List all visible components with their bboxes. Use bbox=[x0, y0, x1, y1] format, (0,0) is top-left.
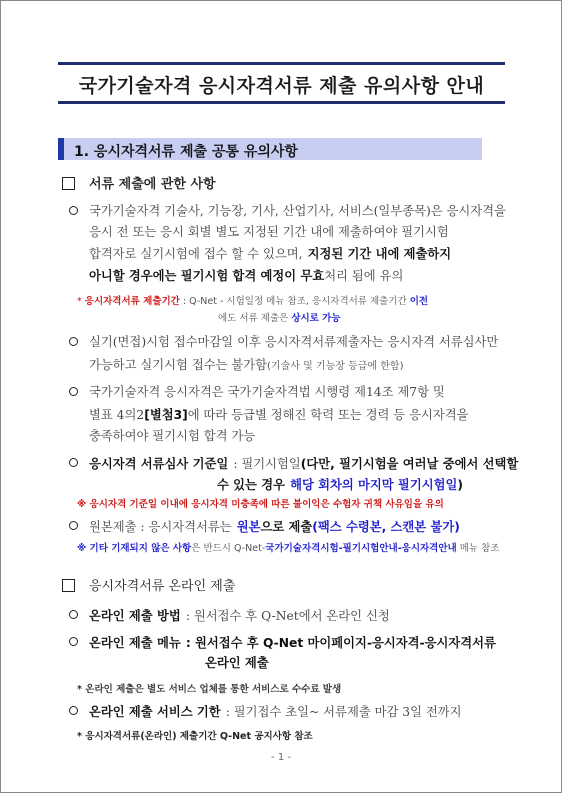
s2b2-text: : 원서접수 후 Q-Net 마이페이지-응시자격-응시자격서류 bbox=[185, 636, 496, 650]
checkbox-square-icon bbox=[62, 579, 75, 592]
note1-star: * bbox=[77, 296, 82, 307]
b1-line3-bold: 지정된 기간 내에 제출하지 bbox=[307, 247, 452, 261]
b4-line2 bbox=[217, 474, 463, 493]
title-bottom-rule bbox=[58, 101, 505, 104]
s2b1-text: : 원서접수 후 Q-Net에서 온라인 신청 bbox=[185, 609, 390, 623]
bullet-circle-icon bbox=[69, 637, 78, 646]
bullet-circle-icon bbox=[69, 337, 78, 346]
note1-line2-bold: 상시로 가능 bbox=[291, 313, 341, 324]
note1-mid: : Q-Net - 시험일정 메뉴 참조, 응시자격서류 제출기간 bbox=[182, 296, 407, 307]
b5-original: 원본 bbox=[236, 520, 261, 534]
b2-line1: 실기(면접)시험 접수마감일 이후 응시자격서류제출자는 응시자격 서류심사만 bbox=[89, 335, 499, 349]
b1-line4-text: 처리 됨에 유의 bbox=[324, 269, 404, 283]
page-title: 국가기술자격 응시자격서류 제출 유의사항 안내 bbox=[78, 75, 485, 97]
s2b3-label: 온라인 제출 서비스 기한 bbox=[89, 705, 221, 719]
b3-line1: 국가기술자격 응시자격은 국가기술자격법 시행령 제14조 제7항 및 bbox=[89, 385, 445, 399]
s2b2-line1 bbox=[89, 632, 496, 651]
s2b3-text: : 필기접수 초일~ 서류제출 마감 3일 전까지 bbox=[225, 705, 462, 719]
b1-line4 bbox=[89, 265, 403, 284]
title-box bbox=[58, 62, 505, 104]
section-title: 1. 응시자격서류 제출 공통 유의사항 bbox=[74, 144, 298, 160]
section-header-bar bbox=[58, 138, 64, 160]
note1-label: 응시자격서류 제출기간 bbox=[84, 296, 180, 307]
page-number: - 1 - bbox=[271, 752, 291, 763]
bullet-circle-icon bbox=[69, 521, 78, 530]
bullet-circle-icon bbox=[69, 706, 78, 715]
note2: ※ 응시자격 기준일 이내에 응시자격 미충족에 따른 불이익은 수험자 귀책 사유임을 유의 bbox=[77, 499, 444, 510]
b1-line3 bbox=[89, 243, 451, 262]
bullet-circle-icon bbox=[69, 458, 78, 467]
s2b2-line2: 온라인 제출 bbox=[205, 656, 269, 670]
title-top-rule bbox=[58, 62, 505, 65]
b2-line2-small: (기술사 및 기능장 등급에 한함) bbox=[267, 361, 404, 372]
section-header bbox=[58, 138, 482, 160]
s2b3-line bbox=[89, 701, 462, 720]
note1-end: 이전 bbox=[409, 296, 429, 307]
b5-line bbox=[89, 516, 460, 535]
note1-line2-text: 에도 서류 제출은 bbox=[218, 313, 289, 324]
b1-line4-bold: 아니할 경우에는 필기시험 합격 예정이 무효 bbox=[89, 269, 325, 283]
note3-d: 메뉴 참조 bbox=[459, 543, 500, 554]
subsection-heading-2: 응시자격서류 온라인 제출 bbox=[89, 579, 236, 594]
note1-line2 bbox=[218, 310, 341, 324]
note3-b: 은 반드시 Q-Net- bbox=[191, 543, 266, 554]
bullet-circle-icon bbox=[69, 387, 78, 396]
b1-line3-text: 합격자로 실기시험에 접수 할 수 있으며, bbox=[89, 247, 303, 261]
b1-line2: 응시 전 또는 응시 회별 별도 지정된 기간 내에 제출하여야 필기시험 bbox=[89, 225, 449, 239]
note3-c: 국가기술자격시험-필기시험안내-응시자격안내 bbox=[265, 543, 457, 554]
s2b2-label: 온라인 제출 메뉴 bbox=[89, 636, 181, 650]
note3 bbox=[77, 540, 499, 554]
b1-line1: 국가기술자격 기술사, 기능장, 기사, 산업기사, 서비스(일부종목)은 응시자격을 bbox=[89, 204, 506, 218]
checkbox-square-icon bbox=[62, 177, 75, 190]
b5-d: (팩스 수령본, 스캔본 불가) bbox=[312, 520, 460, 534]
bullet-circle-icon bbox=[69, 610, 78, 619]
b4-label: 응시자격 서류심사 기준일 bbox=[89, 457, 229, 471]
s2b1-label: 온라인 제출 방법 bbox=[89, 609, 181, 623]
b4-bold: (다만, 필기시험을 여러날 중에서 선택할 bbox=[300, 457, 519, 471]
note1-line1 bbox=[77, 293, 428, 307]
s2b1-line bbox=[89, 605, 390, 624]
b3-line2 bbox=[89, 404, 469, 423]
b5-c: 으로 제출 bbox=[260, 520, 313, 534]
b2-line2 bbox=[89, 354, 403, 373]
b3-line2-c: 에 따라 등급별 정해진 학력 또는 경력 등 응시자격을 bbox=[187, 408, 469, 422]
b4-line2-close: ) bbox=[457, 478, 463, 492]
b2-line2-text: 가능하고 실기시험 접수는 불가함 bbox=[89, 358, 268, 372]
b4-line2-a: 수 있는 경우 bbox=[217, 478, 285, 492]
note3-a: ※ 기타 기재되지 않은 사항 bbox=[77, 543, 192, 554]
b5-a: 원본제출 : 응시자격서류는 bbox=[89, 520, 232, 534]
subsection-heading-1: 서류 제출에 관한 사항 bbox=[89, 177, 216, 192]
b3-line3: 충족하여야 필기시험 합격 가능 bbox=[89, 429, 256, 443]
sub2-note1: * 온라인 제출은 별도 서비스 업체를 통한 서비스로 수수료 발생 bbox=[77, 684, 342, 695]
b4-line2-highlight: 해당 회차의 마지막 필기시험일 bbox=[290, 478, 458, 492]
bullet-circle-icon bbox=[69, 206, 78, 215]
b3-line2-ref: [별첨3] bbox=[144, 408, 188, 422]
sub2-note2: * 응시자격서류(온라인) 제출기간 Q-Net 공지사항 참조 bbox=[77, 731, 313, 742]
b4-line1 bbox=[89, 453, 518, 472]
b3-line2-a: 별표 4의2 bbox=[89, 408, 145, 422]
b4-mid: : 필기시험일 bbox=[233, 457, 301, 471]
